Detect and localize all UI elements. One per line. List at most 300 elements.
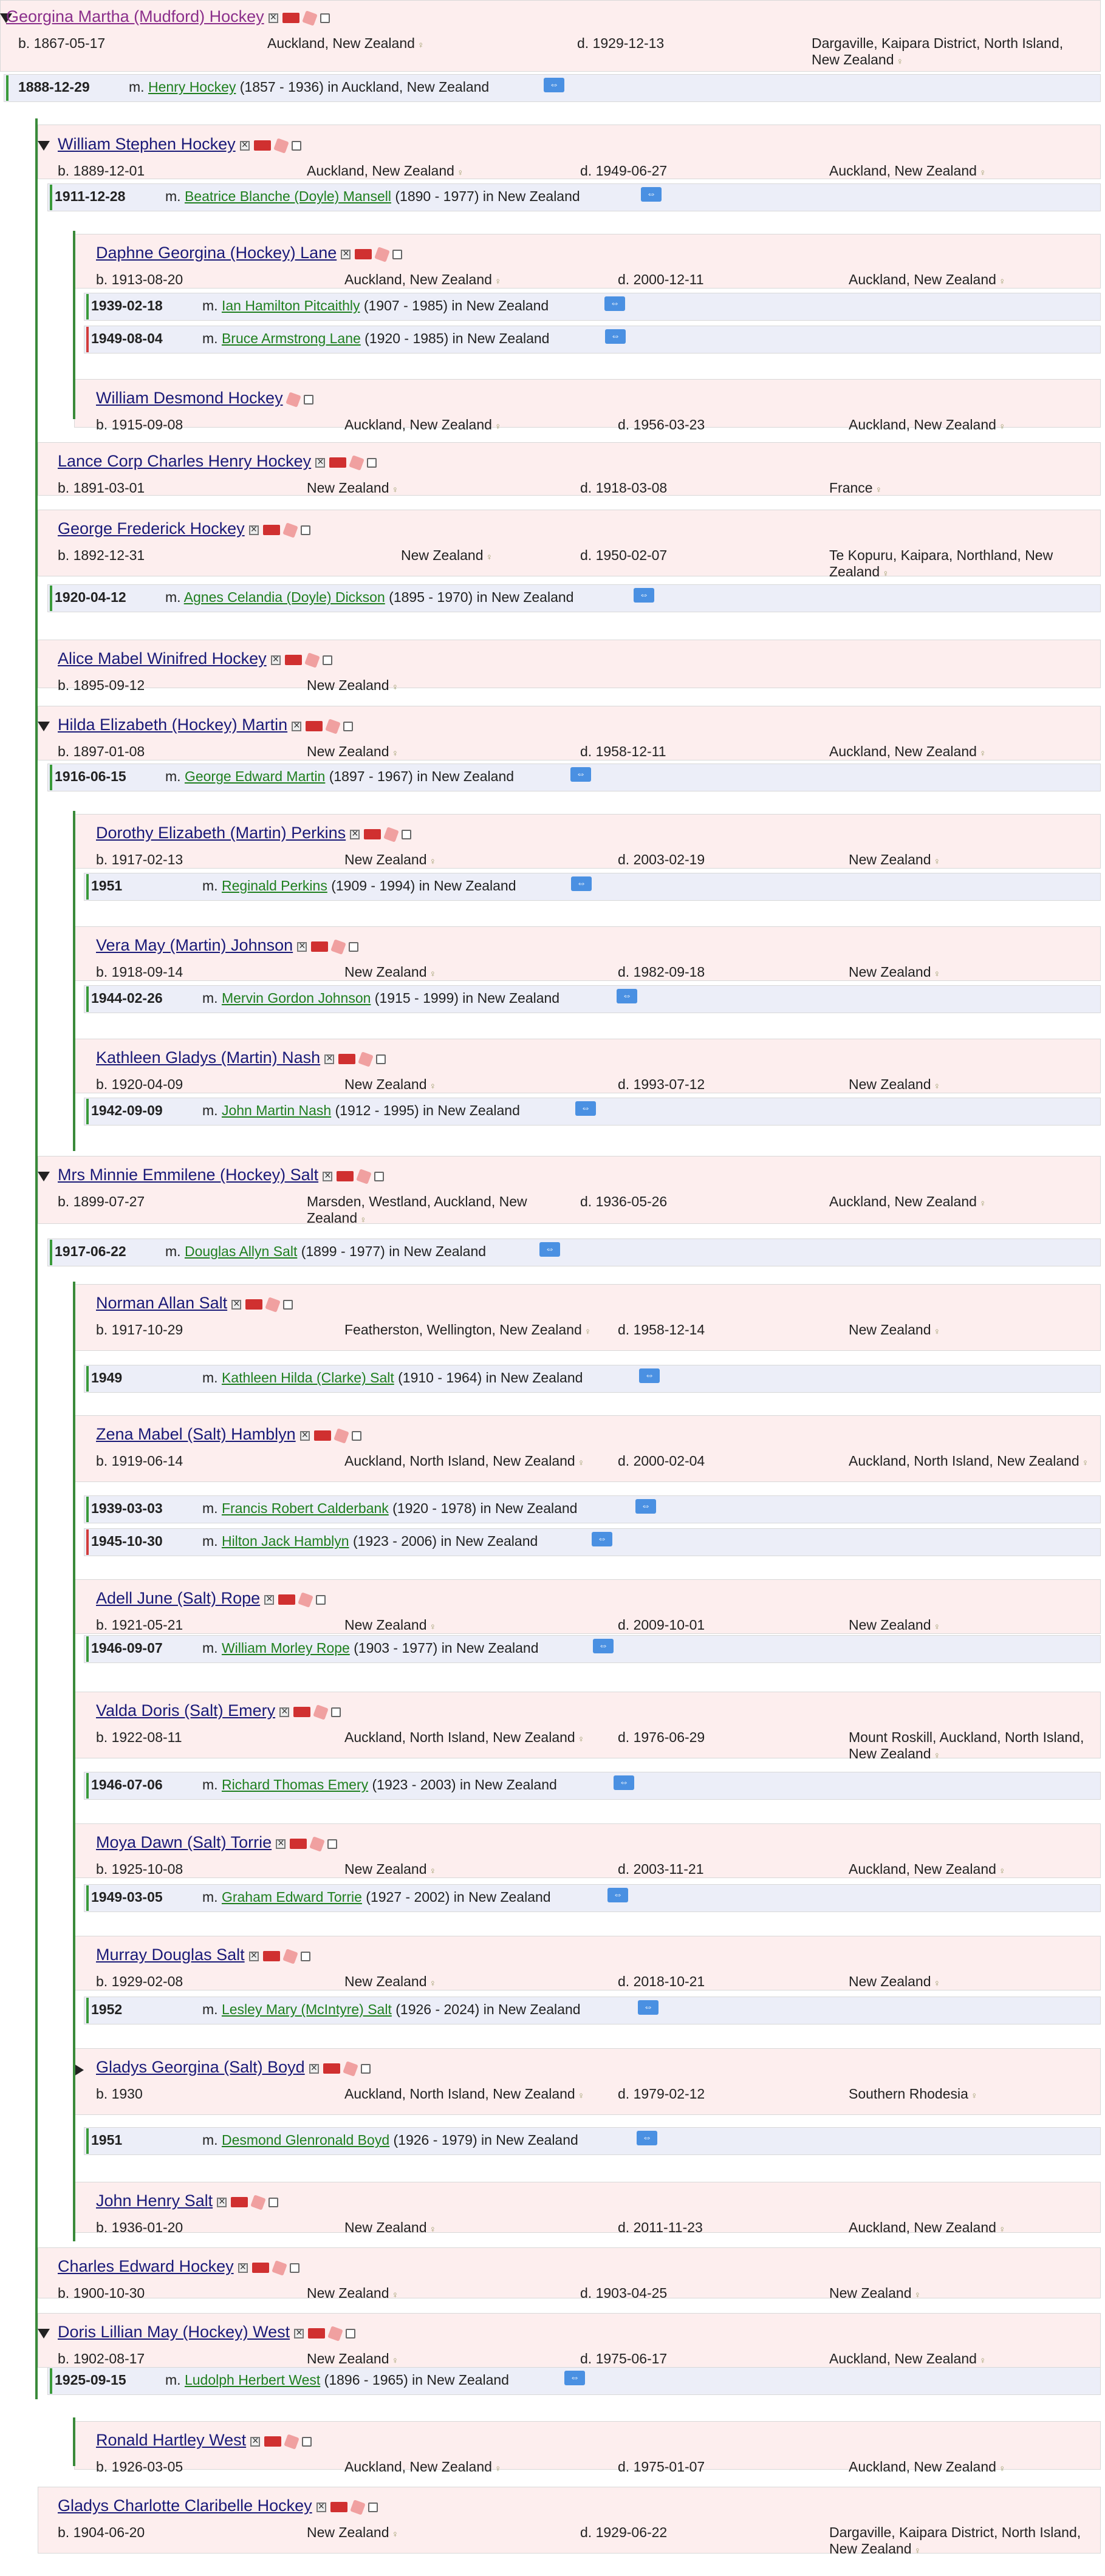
birth-date: b. 1920-04-09 [96, 1076, 183, 1092]
person-name-link[interactable]: William Stephen Hockey [58, 135, 236, 153]
checkbox-icon[interactable] [368, 2503, 378, 2512]
edit-icon[interactable] [302, 10, 318, 26]
timeline-icon[interactable] [254, 140, 271, 151]
birth-date: b. 1921-05-21 [96, 1617, 183, 1633]
person-name-link[interactable]: Adell June (Salt) Rope [96, 1589, 261, 1607]
map-pin-icon[interactable]: ♀ [996, 422, 1006, 432]
timeline-icon[interactable] [364, 829, 381, 839]
timeline-icon[interactable] [306, 721, 323, 731]
close-box-icon[interactable] [350, 830, 360, 839]
person-name-row [58, 452, 377, 471]
tree-branch-line [73, 1282, 75, 2241]
checkbox-icon[interactable] [374, 1172, 384, 1181]
marriage-details: (1896 - 1965) in New Zealand [320, 2372, 509, 2388]
spouse-link[interactable]: Ian Hamilton Pitcaithly [221, 298, 360, 313]
checkbox-icon[interactable] [361, 2064, 371, 2074]
person-name-link[interactable]: Ronald Hartley West [96, 2431, 247, 2449]
timeline-icon[interactable] [263, 525, 280, 535]
marriage-prefix: m. [165, 1243, 185, 1259]
person-name-link[interactable]: Hilda Elizabeth (Hockey) Martin [58, 716, 288, 734]
map-pin-icon[interactable]: ♀ [426, 1622, 436, 1632]
person-name-link[interactable]: Gladys Charlotte Claribelle Hockey [58, 2496, 312, 2515]
spouse-link[interactable]: Richard Thomas Emery [221, 1777, 369, 1792]
close-box-icon[interactable] [238, 2263, 248, 2273]
map-pin-icon[interactable]: ♀ [491, 2464, 502, 2474]
person-name-link[interactable]: Alice Mabel Winifred Hockey [58, 649, 267, 668]
timeline-icon[interactable] [282, 13, 299, 23]
map-pin-icon[interactable]: ♀ [996, 2464, 1006, 2474]
checkbox-icon[interactable] [316, 1595, 326, 1605]
close-box-icon[interactable] [250, 2437, 260, 2447]
person-name-row [96, 1048, 386, 1067]
map-pin-icon[interactable]: ♀ [389, 2529, 399, 2540]
marriage-details: (1920 - 1978) in New Zealand [388, 1500, 578, 1516]
map-pin-icon[interactable]: ♀ [491, 422, 502, 432]
map-pin-icon[interactable]: ♀ [931, 1081, 940, 1092]
marriage-prefix: m. [202, 1102, 222, 1118]
tree-branch-line [35, 118, 38, 2399]
collapse-triangle-icon[interactable] [38, 2329, 50, 2339]
person-name-row [96, 2431, 312, 2450]
edit-icon[interactable] [325, 719, 341, 734]
checkbox-icon[interactable] [301, 1952, 310, 1961]
spouse-link[interactable]: Kathleen Hilda (Clarke) Salt [221, 1370, 394, 1385]
marriage-prefix: m. [202, 1533, 222, 1549]
death-place [829, 1194, 1084, 1210]
timeline-icon[interactable] [323, 2063, 340, 2074]
timeline-icon[interactable] [311, 941, 328, 952]
map-pin-icon[interactable]: ♀ [483, 552, 493, 562]
person-name-link[interactable]: Daphne Georgina (Hockey) Lane [96, 244, 337, 262]
marriage-text [202, 298, 549, 314]
edit-icon[interactable] [313, 1704, 329, 1720]
map-pin-icon[interactable]: ♀ [575, 2091, 585, 2101]
double-arrow-icon[interactable]: ⇔ [617, 989, 637, 1003]
map-pin-icon[interactable]: ♀ [426, 1866, 436, 1876]
map-pin-icon[interactable]: ♀ [426, 856, 436, 867]
birth-date: b. 1936-01-20 [96, 2219, 183, 2235]
death-place-text: Auckland, New Zealand [829, 1194, 977, 1209]
checkbox-icon[interactable] [290, 2263, 299, 2273]
edit-icon[interactable] [334, 1428, 349, 1444]
person-name-link[interactable]: Moya Dawn (Salt) Torrie [96, 1833, 272, 1851]
death-date: d. 1918-03-08 [580, 480, 668, 496]
double-arrow-icon[interactable]: ⇔ [635, 1499, 656, 1514]
double-arrow-icon[interactable]: ⇔ [570, 767, 591, 782]
checkbox-icon[interactable] [349, 942, 358, 952]
spouse-link[interactable]: Beatrice Blanche (Doyle) Mansell [184, 188, 391, 204]
close-box-icon[interactable] [271, 655, 281, 665]
birth-place-text: Marsden, Westland, Auckland, New Zealand [307, 1194, 527, 1226]
death-place [849, 272, 1104, 288]
close-box-icon[interactable] [264, 1595, 274, 1605]
checkbox-icon[interactable] [320, 13, 330, 23]
person-name-link[interactable]: Charles Edward Hockey [58, 2257, 234, 2275]
birth-date: b. 1913-08-20 [96, 272, 183, 287]
map-pin-icon[interactable]: ♀ [894, 56, 903, 67]
map-pin-icon[interactable]: ♀ [581, 1327, 592, 1337]
close-box-icon[interactable] [309, 2064, 319, 2074]
spouse-link[interactable]: Bruce Armstrong Lane [221, 330, 361, 346]
tree-branch-line [73, 2417, 75, 2466]
marriage-date: 1916-06-15 [55, 768, 126, 784]
map-pin-icon[interactable]: ♀ [911, 2546, 921, 2556]
close-box-icon[interactable] [300, 1431, 310, 1441]
map-pin-icon[interactable]: ♀ [872, 485, 883, 495]
double-arrow-icon[interactable]: ⇔ [604, 296, 625, 311]
double-arrow-icon[interactable]: ⇔ [539, 1242, 560, 1257]
marriage-date: 1946-09-07 [91, 1640, 163, 1656]
map-pin-icon[interactable]: ♀ [426, 1978, 436, 1989]
map-pin-icon[interactable]: ♀ [996, 2224, 1006, 2235]
marriage-prefix: m. [165, 589, 184, 605]
collapse-triangle-icon[interactable] [38, 722, 50, 731]
marriage-date: 1949-08-04 [91, 330, 163, 346]
edit-icon[interactable] [282, 522, 298, 538]
timeline-icon[interactable] [285, 655, 302, 665]
double-arrow-icon[interactable]: ⇔ [639, 1368, 660, 1383]
timeline-icon[interactable] [263, 1951, 280, 1961]
map-pin-icon[interactable]: ♀ [976, 748, 987, 759]
map-pin-icon[interactable]: ♀ [389, 2290, 399, 2300]
close-box-icon[interactable] [240, 141, 250, 151]
spouse-link[interactable]: Ludolph Herbert West [184, 2372, 321, 2388]
checkbox-icon[interactable] [392, 250, 402, 259]
marriage-line [86, 1099, 89, 1124]
edit-icon[interactable] [349, 455, 364, 471]
spouse-link[interactable]: John Martin Nash [221, 1102, 332, 1118]
marriage-details: (1923 - 2006) in New Zealand [349, 1533, 538, 1549]
close-box-icon[interactable] [297, 942, 307, 952]
edit-icon[interactable] [272, 2260, 287, 2276]
marriage-prefix: m. [202, 330, 222, 346]
collapse-triangle-icon[interactable] [38, 1172, 50, 1181]
checkbox-icon[interactable] [352, 1431, 361, 1441]
marriage-text [202, 878, 516, 894]
close-box-icon[interactable] [323, 1172, 332, 1181]
map-pin-icon[interactable]: ♀ [389, 748, 399, 759]
death-place [812, 35, 1079, 68]
birth-date: b. 1917-10-29 [96, 1322, 183, 1338]
close-box-icon[interactable] [294, 2329, 304, 2339]
death-date: d. 1929-12-13 [577, 35, 665, 51]
map-pin-icon[interactable]: ♀ [976, 168, 987, 178]
marriage-line [50, 2368, 52, 2394]
edit-icon[interactable] [350, 2499, 366, 2515]
marriage-text [202, 1777, 557, 1793]
marriage-text [202, 1500, 577, 1517]
person-name-link[interactable]: Mrs Minnie Emmilene (Hockey) Salt [58, 1166, 319, 1184]
close-box-icon[interactable] [279, 1707, 289, 1717]
marriage-details: (1895 - 1970) in New Zealand [385, 589, 574, 605]
edit-icon[interactable] [284, 2434, 299, 2450]
spouse-link[interactable]: Mervin Gordon Johnson [221, 990, 371, 1006]
death-place-text: New Zealand [849, 1076, 931, 1092]
edit-icon[interactable] [286, 392, 301, 408]
checkbox-icon[interactable] [327, 1839, 337, 1849]
person-name-link[interactable]: Kathleen Gladys (Martin) Nash [96, 1048, 321, 1067]
close-box-icon[interactable] [324, 1054, 334, 1064]
checkbox-icon[interactable] [376, 1054, 386, 1064]
person-name-link[interactable]: Zena Mabel (Salt) Hamblyn [96, 1425, 296, 1443]
birth-place [267, 35, 522, 52]
double-arrow-icon[interactable]: ⇔ [593, 1639, 614, 1653]
person-name-link[interactable]: Norman Allan Salt [96, 1294, 228, 1312]
map-pin-icon[interactable]: ♀ [426, 969, 436, 979]
map-pin-icon[interactable]: ♀ [426, 2224, 436, 2235]
checkbox-icon[interactable] [304, 395, 313, 405]
spouse-link[interactable]: Graham Edward Torrie [221, 1889, 362, 1905]
double-arrow-icon[interactable]: ⇔ [634, 588, 654, 603]
edit-icon[interactable] [298, 1592, 313, 1608]
birth-place [307, 677, 562, 694]
close-box-icon[interactable] [315, 458, 325, 468]
spouse-link[interactable]: Henry Hockey [148, 79, 236, 95]
marriage-text [202, 330, 549, 347]
edit-icon[interactable] [282, 1949, 298, 1964]
collapse-triangle-icon[interactable] [38, 141, 50, 151]
double-arrow-icon[interactable]: ⇔ [592, 1532, 612, 1546]
timeline-icon[interactable] [290, 1839, 307, 1849]
person-name-row [58, 2323, 355, 2342]
person-name-link[interactable]: George Frederick Hockey [58, 519, 245, 538]
person-name-link[interactable]: Valda Doris (Salt) Emery [96, 1701, 276, 1720]
checkbox-icon[interactable] [331, 1707, 341, 1717]
close-box-icon[interactable] [341, 250, 351, 259]
marriage-prefix: m. [202, 1500, 222, 1516]
checkbox-icon[interactable] [269, 2198, 278, 2207]
edit-icon[interactable] [304, 652, 320, 668]
birth-place [307, 2524, 562, 2541]
person-name-link[interactable]: Lance Corp Charles Henry Hockey [58, 452, 312, 470]
birth-place [344, 1729, 612, 1746]
person-name-row [96, 1294, 293, 1313]
birth-place [307, 480, 562, 496]
close-box-icon[interactable] [249, 1952, 259, 1961]
checkbox-icon[interactable] [346, 2329, 355, 2339]
person-name-link[interactable]: Vera May (Martin) Johnson [96, 936, 293, 954]
map-pin-icon[interactable]: ♀ [414, 40, 425, 50]
person-name-row [58, 716, 353, 734]
timeline-icon[interactable] [355, 249, 372, 259]
map-pin-icon[interactable]: ♀ [575, 1734, 585, 1744]
timeline-icon[interactable] [337, 1171, 354, 1181]
timeline-icon[interactable] [245, 1299, 262, 1310]
spouse-link[interactable]: George Edward Martin [184, 768, 326, 784]
close-box-icon[interactable] [292, 722, 301, 731]
double-arrow-icon[interactable]: ⇔ [638, 2000, 659, 2015]
edit-icon[interactable] [265, 1297, 281, 1313]
person-name-link[interactable]: John Henry Salt [96, 2192, 213, 2210]
marriage-line [86, 986, 89, 1012]
marriage-details: (1890 - 1977) in New Zealand [391, 188, 580, 204]
timeline-icon[interactable] [278, 1594, 295, 1605]
person-name-row [96, 2058, 371, 2077]
person-name-link[interactable]: Dorothy Elizabeth (Martin) Perkins [96, 824, 346, 842]
map-pin-icon[interactable]: ♀ [931, 1327, 940, 1337]
map-pin-icon[interactable]: ♀ [357, 1215, 367, 1225]
death-date: d. 1976-06-29 [618, 1729, 705, 1745]
map-pin-icon[interactable]: ♀ [931, 1751, 940, 1761]
close-box-icon[interactable] [249, 525, 259, 535]
map-pin-icon[interactable]: ♀ [931, 856, 940, 867]
marriage-date: 1939-03-03 [91, 1500, 163, 1516]
double-arrow-icon[interactable]: ⇔ [605, 329, 626, 344]
map-pin-icon[interactable]: ♀ [454, 168, 464, 178]
marriage-text [165, 768, 514, 785]
birth-place [307, 743, 562, 760]
edit-icon[interactable] [374, 247, 390, 262]
timeline-icon[interactable] [293, 1707, 310, 1717]
map-pin-icon[interactable]: ♀ [426, 1081, 436, 1092]
double-arrow-icon[interactable]: ⇔ [575, 1101, 596, 1116]
map-pin-icon[interactable]: ♀ [931, 969, 940, 979]
birth-date: b. 1902-08-17 [58, 2351, 145, 2366]
double-arrow-icon[interactable]: ⇔ [564, 2371, 585, 2385]
edit-icon[interactable] [356, 1169, 372, 1184]
map-pin-icon[interactable]: ♀ [931, 1622, 940, 1632]
spouse-link[interactable]: Hilton Jack Hamblyn [221, 1533, 349, 1549]
map-pin-icon[interactable]: ♀ [931, 1978, 940, 1989]
double-arrow-icon[interactable]: ⇔ [637, 2131, 657, 2145]
double-arrow-icon[interactable]: ⇔ [614, 1775, 634, 1790]
birth-place-text: New Zealand [307, 743, 389, 759]
person-name-link[interactable]: William Desmond Hockey [96, 389, 283, 407]
birth-place-text: Auckland, North Island, New Zealand [344, 1729, 575, 1745]
map-pin-icon[interactable]: ♀ [996, 276, 1006, 287]
spouse-link[interactable]: Lesley Mary (McIntyre) Salt [221, 2001, 392, 2017]
edit-icon[interactable] [358, 1051, 374, 1067]
checkbox-icon[interactable] [323, 655, 332, 665]
birth-place [307, 163, 562, 179]
spouse-link[interactable]: William Morley Rope [221, 1640, 350, 1656]
marriage-date: 1917-06-22 [55, 1243, 126, 1259]
death-date: d. 1958-12-11 [580, 743, 666, 759]
marriage-prefix: m. [202, 2001, 222, 2017]
map-pin-icon[interactable]: ♀ [880, 569, 889, 579]
map-pin-icon[interactable]: ♀ [389, 682, 399, 692]
birth-date: b. 1929-02-08 [96, 1973, 183, 1989]
map-pin-icon[interactable]: ♀ [976, 1198, 987, 1209]
birth-place [344, 852, 600, 868]
map-pin-icon[interactable]: ♀ [491, 276, 502, 287]
death-place [849, 1322, 1104, 1338]
timeline-icon[interactable] [330, 2502, 347, 2512]
close-box-icon[interactable] [217, 2198, 227, 2207]
birth-place-text: New Zealand [344, 964, 427, 980]
expand-triangle-icon[interactable] [74, 2064, 84, 2076]
marriage-line [50, 1240, 52, 1265]
timeline-icon[interactable] [338, 1054, 355, 1064]
marriage-date: 1920-04-12 [55, 589, 126, 605]
death-date: d. 2000-12-11 [618, 272, 704, 287]
birth-date: b. 1917-02-13 [96, 852, 183, 867]
person-name-link[interactable]: Georgina Martha (Mudford) Hockey [6, 7, 264, 26]
checkbox-icon[interactable] [292, 141, 301, 151]
close-box-icon[interactable] [316, 2503, 326, 2512]
death-place-text: New Zealand [849, 1322, 931, 1338]
map-pin-icon[interactable]: ♀ [1079, 1458, 1089, 1468]
close-box-icon[interactable] [276, 1839, 286, 1849]
death-place-text: France [829, 480, 873, 496]
checkbox-icon[interactable] [302, 2437, 312, 2447]
person-name-row [96, 389, 313, 408]
edit-icon[interactable] [343, 2061, 358, 2077]
birth-date: b. 1925-10-08 [96, 1861, 183, 1877]
edit-icon[interactable] [383, 827, 399, 842]
edit-icon[interactable] [309, 1836, 325, 1852]
timeline-icon[interactable] [264, 2436, 281, 2447]
map-pin-icon[interactable]: ♀ [976, 2356, 987, 2366]
birth-date: b. 1918-09-14 [96, 964, 183, 980]
map-pin-icon[interactable]: ♀ [911, 2290, 921, 2300]
double-arrow-icon[interactable]: ⇔ [544, 78, 564, 92]
timeline-icon[interactable] [252, 2263, 269, 2273]
death-date: d. 1993-07-12 [618, 1076, 705, 1092]
map-pin-icon[interactable]: ♀ [968, 2091, 978, 2101]
map-pin-icon[interactable]: ♀ [389, 2356, 399, 2366]
checkbox-icon[interactable] [402, 830, 411, 839]
double-arrow-icon[interactable]: ⇔ [571, 876, 592, 891]
birth-place-text: New Zealand [344, 1861, 427, 1877]
marriage-date: 1942-09-09 [91, 1102, 163, 1118]
person-name-row [58, 135, 301, 154]
spouse-link[interactable]: Douglas Allyn Salt [184, 1243, 298, 1259]
birth-place-text: Auckland, New Zealand [307, 163, 454, 179]
timeline-icon[interactable] [231, 2197, 248, 2207]
death-place [849, 964, 1104, 980]
spouse-link[interactable]: Agnes Celandia (Doyle) Dickson [183, 589, 385, 605]
map-pin-icon[interactable]: ♀ [389, 485, 399, 495]
spouse-link[interactable]: Desmond Glenronald Boyd [221, 2132, 390, 2148]
person-name-row [58, 2257, 299, 2276]
timeline-icon[interactable] [314, 1430, 331, 1441]
death-place [849, 852, 1104, 868]
death-date: d. 1903-04-25 [580, 2285, 668, 2301]
birth-date: b. 1900-10-30 [58, 2285, 145, 2301]
checkbox-icon[interactable] [343, 722, 353, 731]
death-place-text: Auckland, North Island, New Zealand [849, 1453, 1079, 1469]
marriage-date: 1951 [91, 878, 123, 893]
checkbox-icon[interactable] [367, 458, 377, 468]
close-box-icon[interactable] [231, 1300, 241, 1310]
double-arrow-icon[interactable]: ⇔ [607, 1888, 628, 1902]
checkbox-icon[interactable] [301, 525, 310, 535]
timeline-icon[interactable] [329, 457, 346, 468]
marriage-text [202, 2132, 578, 2148]
person-name-link[interactable]: Murray Douglas Salt [96, 1946, 245, 1964]
birth-date: b. 1904-06-20 [58, 2524, 145, 2540]
edit-icon[interactable] [330, 939, 346, 955]
edit-icon[interactable] [273, 138, 289, 154]
person-name-link[interactable]: Doris Lillian May (Hockey) West [58, 2323, 290, 2341]
double-arrow-icon[interactable]: ⇔ [641, 187, 662, 202]
edit-icon[interactable] [327, 2326, 343, 2342]
close-box-icon[interactable] [269, 13, 278, 23]
marriage-date: 1944-02-26 [91, 990, 163, 1006]
map-pin-icon[interactable]: ♀ [996, 1866, 1006, 1876]
spouse-link[interactable]: Reginald Perkins [221, 878, 327, 893]
birth-place [344, 1453, 612, 1469]
birth-date: b. 1892-12-31 [58, 547, 145, 563]
timeline-icon[interactable] [308, 2328, 325, 2339]
person-name-link[interactable]: Gladys Georgina (Salt) Boyd [96, 2058, 305, 2076]
checkbox-icon[interactable] [283, 1300, 293, 1310]
spouse-link[interactable]: Francis Robert Calderbank [221, 1500, 389, 1516]
map-pin-icon[interactable]: ♀ [575, 1458, 585, 1468]
edit-icon[interactable] [250, 2195, 266, 2210]
birth-place-text: New Zealand [344, 852, 427, 867]
